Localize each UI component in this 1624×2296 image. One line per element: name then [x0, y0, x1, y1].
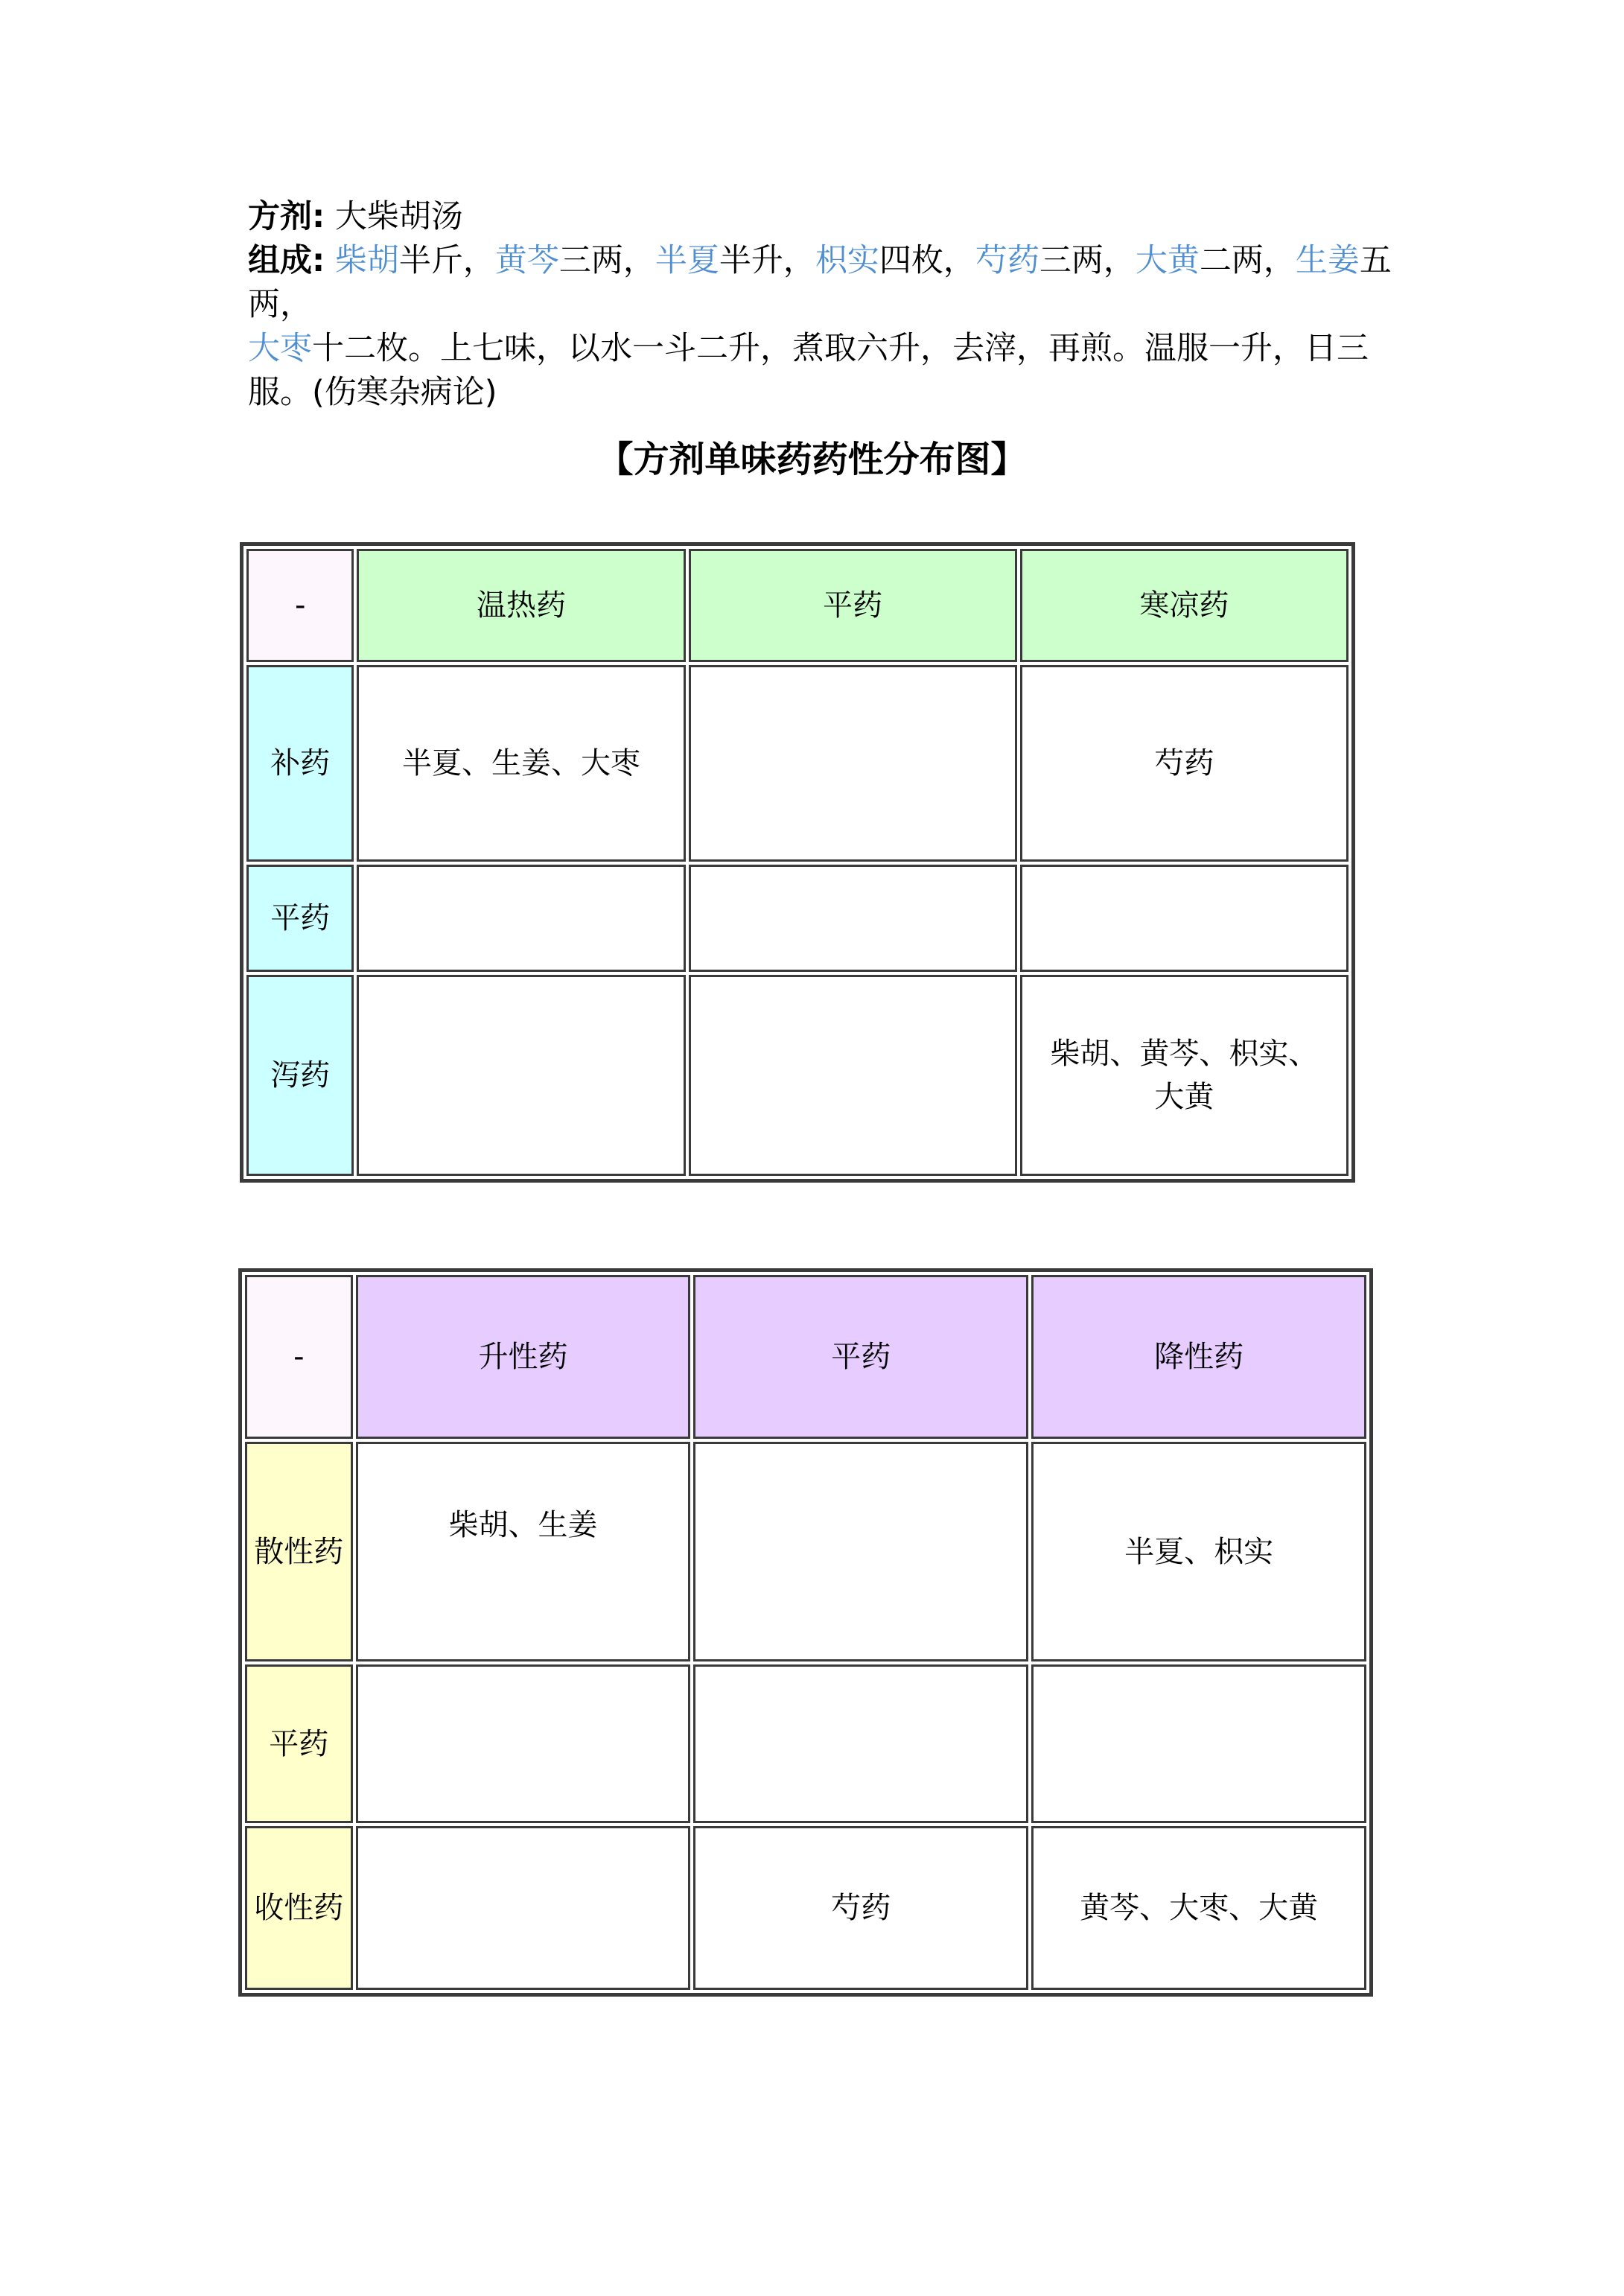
- table-cell: 半夏、生姜、大枣: [357, 665, 685, 862]
- formula-header: [248, 195, 1410, 415]
- herb-name: 芍药: [975, 242, 1039, 279]
- herb-name: 黄芩: [494, 242, 559, 279]
- herb-dose: 二两，: [1199, 242, 1296, 279]
- table-cell: 半夏、枳实: [1031, 1442, 1366, 1661]
- row-header-neutral: 平药: [245, 1664, 353, 1822]
- table-cell: [356, 1664, 691, 1822]
- column-header-neutral: 平药: [689, 549, 1017, 662]
- formula-line: [248, 195, 1410, 239]
- herb-dose: 三两，: [1039, 242, 1136, 279]
- row-header-dispersing: 散性药: [245, 1442, 353, 1661]
- herb-dose: 十二枚。: [312, 330, 440, 367]
- table-cell: [689, 865, 1017, 972]
- chart-title: 【方剂单味药药性分布图】: [597, 439, 1027, 480]
- column-header-warm-hot: 温热药: [357, 549, 685, 662]
- column-header-ascending: 升性药: [356, 1275, 691, 1439]
- row-header-purge: 泻药: [246, 975, 354, 1176]
- herb-name: 枳实: [815, 242, 879, 279]
- composition-label: 组成:: [248, 242, 325, 279]
- preparation-method: 上七味，以水一斗二升，煮取六升，去滓，再煎。温服一升，日三服。(伤寒杂病论): [248, 330, 1369, 411]
- table-cell: [693, 1442, 1028, 1661]
- column-header-neutral: 平药: [693, 1275, 1028, 1439]
- direction-table: [238, 1268, 1373, 1997]
- herb-dose: 半斤，: [398, 242, 495, 279]
- herb-dose: 三两，: [558, 242, 655, 279]
- formula-label: 方剂:: [248, 198, 325, 235]
- herb-dose: 半升，: [719, 242, 815, 279]
- temperature-tonify-table: [240, 542, 1355, 1183]
- table-corner-cell: -: [246, 549, 354, 662]
- herb-name: 柴胡: [334, 242, 399, 279]
- table-cell: [357, 975, 685, 1176]
- table-cell: 柴胡、生姜: [356, 1442, 691, 1661]
- herb-name: 生姜: [1295, 242, 1360, 279]
- table-cell: [357, 865, 685, 972]
- table-corner-cell: -: [245, 1275, 353, 1439]
- table-cell: 芍药: [1020, 665, 1348, 862]
- herb-name: 大枣: [248, 330, 312, 367]
- table-cell: [689, 975, 1017, 1176]
- composition-block: [248, 239, 1410, 415]
- table-cell: [356, 1826, 691, 1990]
- row-header-astringent: 收性药: [245, 1826, 353, 1990]
- row-header-neutral: 平药: [246, 865, 354, 972]
- row-header-tonify: 补药: [246, 665, 354, 862]
- herb-dose: 四枚，: [879, 242, 975, 279]
- table-cell: 柴胡、黄芩、枳实、大黄: [1020, 975, 1348, 1176]
- table-cell: 芍药: [693, 1826, 1028, 1990]
- herb-dose: 五两，: [248, 242, 1392, 323]
- column-header-cold-cool: 寒凉药: [1020, 549, 1348, 662]
- table-cell: [1031, 1664, 1366, 1822]
- formula-name: 大柴胡汤: [334, 198, 463, 235]
- table-cell: [1020, 865, 1348, 972]
- column-header-descending: 降性药: [1031, 1275, 1366, 1439]
- herb-name: 半夏: [655, 242, 719, 279]
- table-cell: [689, 665, 1017, 862]
- table-cell: [693, 1664, 1028, 1822]
- herb-name: 大黄: [1135, 242, 1200, 279]
- table-cell: 黄芩、大枣、大黄: [1031, 1826, 1366, 1990]
